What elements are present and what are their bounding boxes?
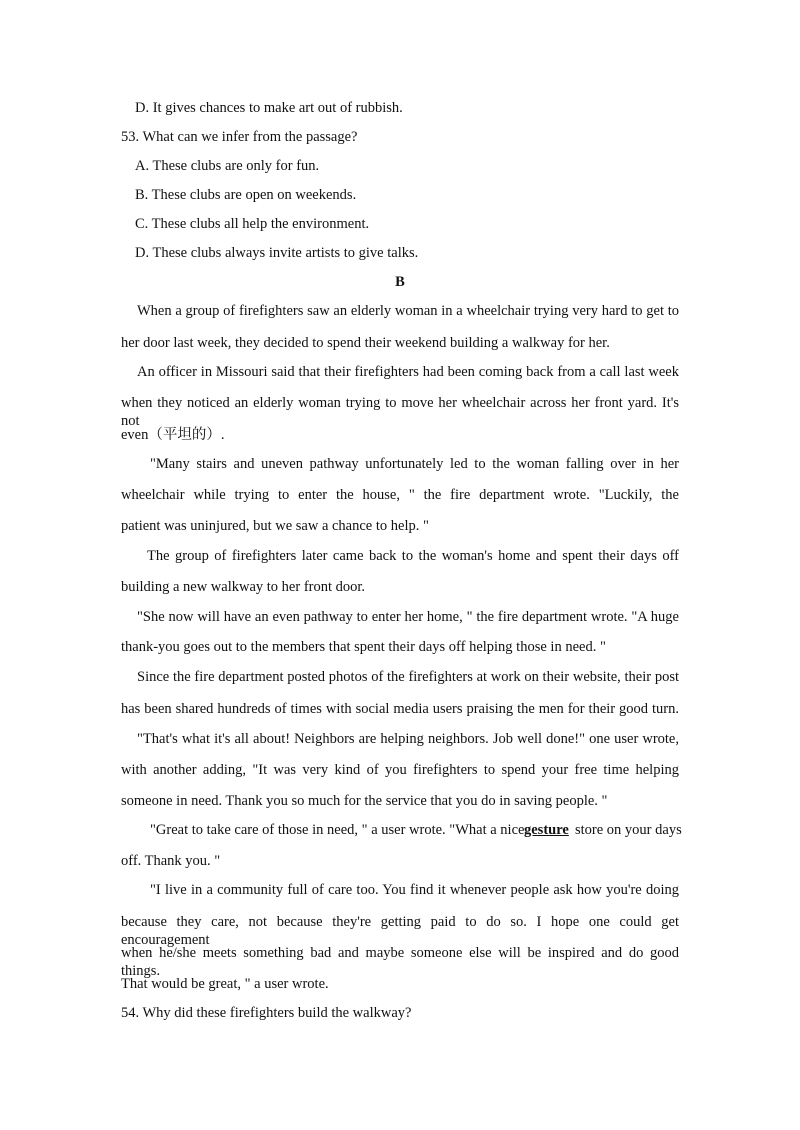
passage-line: when he/she meets something bad and maybe someone else will be inspired and do good things. [121,945,679,979]
q53-option-c: C. These clubs all help the environment. [135,216,370,232]
passage-line: building a new walkway to her front door. [121,579,366,595]
passage-line: When a group of firefighters saw an elderly woman in a wheelchair trying very hard to get to [137,303,679,319]
passage-line: That would be great, " a user wrote. [121,976,329,992]
passage-line: patient was uninjured, but we saw a chance to help. " [121,518,429,534]
passage-line: "She now will have an even pathway to enter her home, " the fire department wrote. "A huge [137,609,679,625]
passage-line: her door last week, they decided to spend their weekend building a walkway for her. [121,335,610,351]
passage-line: has been shared hundreds of times with social media users praising the men for their good turn. [121,701,679,717]
passage-line: store on your days [575,822,682,838]
passage-line: off. Thank you. " [121,853,221,869]
passage-line: "Great to take care of those in need, " a user wrote. "What a nice [150,822,525,838]
passage-line: because they care, not because they're getting paid to do so. I hope one could get encouragement [121,914,679,948]
passage-line: even（平坦的）. [121,427,225,443]
passage-line: Since the fire department posted photos of the firefighters at work on their website, their post [137,669,679,685]
q54-stem: 54. Why did these firefighters build the walkway? [121,1005,412,1021]
passage-line: "I live in a community full of care too. You find it whenever people ask how you're doing [150,882,679,898]
q52-option-d: D. It gives chances to make art out of rubbish. [135,100,403,116]
passage-line: thank-you goes out to the members that spent their days off helping those in need. " [121,639,606,655]
section-heading: B [395,274,405,290]
q53-option-d: D. These clubs always invite artists to give talks. [135,245,419,261]
q53-option-a: A. These clubs are only for fun. [135,158,320,174]
passage-line: "That's what it's all about! Neighbors are helping neighbors. Job well done!" one user wrote, [137,731,679,747]
passage-line: An officer in Missouri said that their firefighters had been coming back from a call last week [137,364,679,380]
q53-option-b: B. These clubs are open on weekends. [135,187,357,203]
passage-line: wheelchair while trying to enter the house, " the fire department wrote. "Luckily, the [121,487,679,503]
passage-line: someone in need. Thank you so much for the service that you do in saving people. " [121,793,608,809]
q53-stem: 53. What can we infer from the passage? [121,129,358,145]
passage-line: "Many stairs and uneven pathway unfortunately led to the woman falling over in her [150,456,679,472]
passage-line: when they noticed an elderly woman trying to move her wheelchair across her front yard. It's not [121,395,679,429]
passage-line: The group of firefighters later came back to the woman's home and spent their days off [147,548,679,564]
underlined-word: gesture [524,822,569,838]
passage-line: with another adding, "It was very kind of you firefighters to spend your free time helping [121,762,679,778]
